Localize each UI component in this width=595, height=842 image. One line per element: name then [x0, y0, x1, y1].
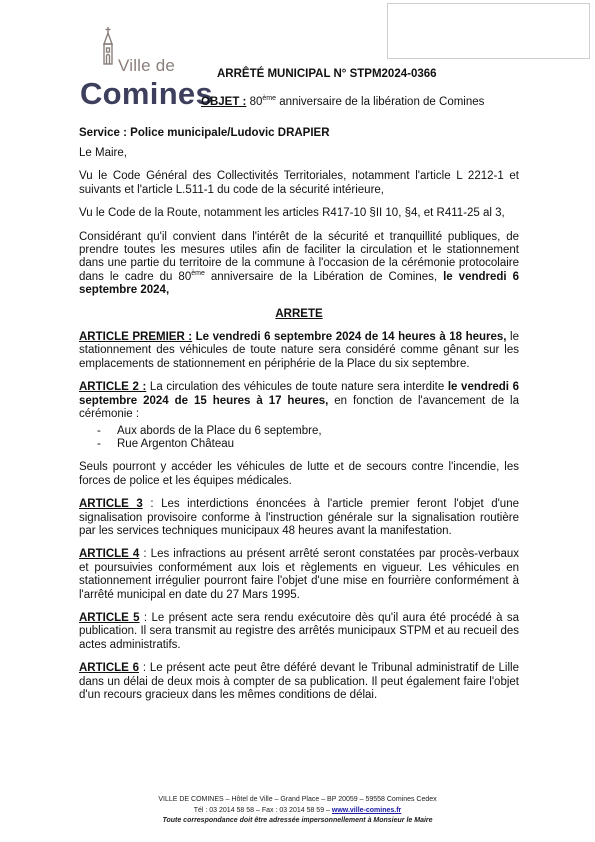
- article-6: [79, 662, 519, 702]
- article-6-text: : Le présent acte peut être déféré devant le Tribunal administratif de Lille dans un délai de deux mois à compter de sa publication. Il peut également faire l'objet d'un recours gracieux dans les mêmes conditions de délai.: [79, 662, 519, 701]
- footer-contact: [0, 806, 595, 817]
- article-2-list: [79, 425, 519, 452]
- article-2-text-2: en fonction de l'avancement de la cérémonie :: [79, 394, 519, 421]
- objet-sup: ème: [262, 95, 276, 103]
- article-1-label: ARTICLE PREMIER :: [79, 331, 193, 344]
- logo-ville-text: Ville de: [118, 56, 176, 75]
- footer-notice: Toute correspondance doit être adressée impersonnellement à Monsieur le Maire: [162, 817, 433, 824]
- article-2-text: La circulation des véhicules de toute nature sera interdite: [146, 381, 448, 394]
- article-2-label: ARTICLE 2 :: [79, 381, 147, 394]
- considerant-date: le vendredi 6 septembre 2024,: [79, 270, 520, 297]
- article-2-date: le vendredi 6 septembre 2024 de 15 heures à 17 heures,: [79, 381, 520, 407]
- list-item: - Aux abords de la Place du 6 septembre,: [79, 425, 519, 438]
- considerant-text-2: anniversaire de la Libération de Comines,: [204, 270, 444, 283]
- article-4: [79, 548, 519, 602]
- article-2: [79, 381, 519, 421]
- objet-label: OBJET :: [201, 96, 247, 108]
- document-body: [79, 147, 519, 712]
- footer-address: VILLE DE COMINES – Hôtel de Ville – Grand Place – BP 20059 – 59558 Comines Cedex: [158, 796, 437, 803]
- considerant-text: Considérant qu'il convient dans l'intérêt de la sécurité et tranquillité publiques, de prendre toutes les mesures utiles afin de faciliter la circulation et le stationnement dans une partie du territoire de la commune à l'occasion de la cérémonie protocolaire dans le cadre du 80: [79, 230, 519, 283]
- arrete-label: ARRETE: [275, 307, 323, 320]
- arrete-heading: [79, 308, 519, 321]
- article-1-date: Le vendredi 6 septembre 2024 de 14 heures à 18 heures,: [192, 331, 507, 344]
- article-5-label: ARTICLE 5: [79, 611, 140, 624]
- article-2-access: Seuls pourront y accéder les véhicules de lutte et de secours contre l'incendie, les forces de police et les équipes médicales.: [79, 461, 519, 487]
- article-3: [79, 498, 519, 538]
- article-1: [79, 331, 519, 371]
- document-title: ARRÊTÉ MUNICIPAL N° STPM2024-0366: [217, 68, 437, 80]
- article-5-text: : Le présent acte sera rendu exécutoire dès qu'il aura été procédé à sa publication. Il sera transmit au registre des arrêtés municipaux STPM et au recueil des actes administratifs.: [79, 611, 520, 651]
- article-4-label: ARTICLE 4: [79, 548, 140, 561]
- considerant-sup: ème: [191, 270, 205, 278]
- article-4-text: : Les infractions au présent arrêté seront constatées par procès-verbaux et poursuivies conformément aux lois et règlements en vigueur. Les véhicules en stationnement irrégulier pourront faire l'objet d'une mise en fourrière conformément à l'arrêté municipal en date du 27 Mars 1995.: [79, 548, 519, 601]
- vu-cgct: Vu le Code Général des Collectivités Territoriales, notamment l'article L 2212-1 et suivants et l'article L.511-1 du code de la sécurité intérieure,: [79, 170, 519, 196]
- list-item: - Rue Argenton Château: [79, 438, 519, 451]
- objet-text: anniversaire de la libération de Comines: [276, 96, 485, 108]
- objet-line: [201, 96, 484, 108]
- considerant: [79, 231, 519, 298]
- objet-number: 80: [246, 96, 263, 108]
- website-link[interactable]: www.ville-comines.fr: [331, 806, 402, 814]
- footer-phone: Tél : 03 2014 58 58 – Fax : 03 2014 58 59 –: [193, 806, 332, 814]
- logo-comines-text: Comines: [80, 76, 214, 111]
- article-1-text: le stationnement des véhicules de toute nature sera considéré comme gênant sur les emplacements de stationnement en périphérie de la Place du six septembre.: [79, 331, 519, 370]
- le-maire: Le Maire,: [79, 147, 127, 159]
- article-3-label: ARTICLE 3: [79, 498, 143, 511]
- footer: [0, 795, 595, 827]
- stamp-box: [387, 3, 590, 59]
- article-6-label: ARTICLE 6: [79, 662, 140, 675]
- article-3-text: : Les interdictions énoncées à l'article premier feront l'objet d'une signalisation provisoire conforme à l'instruction générale sur la signalisation routière par les services techniques municipaux 48 heures avant la manifestation.: [79, 498, 519, 537]
- logo: [80, 26, 214, 112]
- vu-code-route: Vu le Code de la Route, notamment les articles R417-10 §II 10, §4, et R411-25 al 3,: [79, 207, 505, 220]
- article-5: [79, 612, 519, 652]
- service-line: Service : Police municipale/Ludovic DRAPIER: [79, 127, 330, 139]
